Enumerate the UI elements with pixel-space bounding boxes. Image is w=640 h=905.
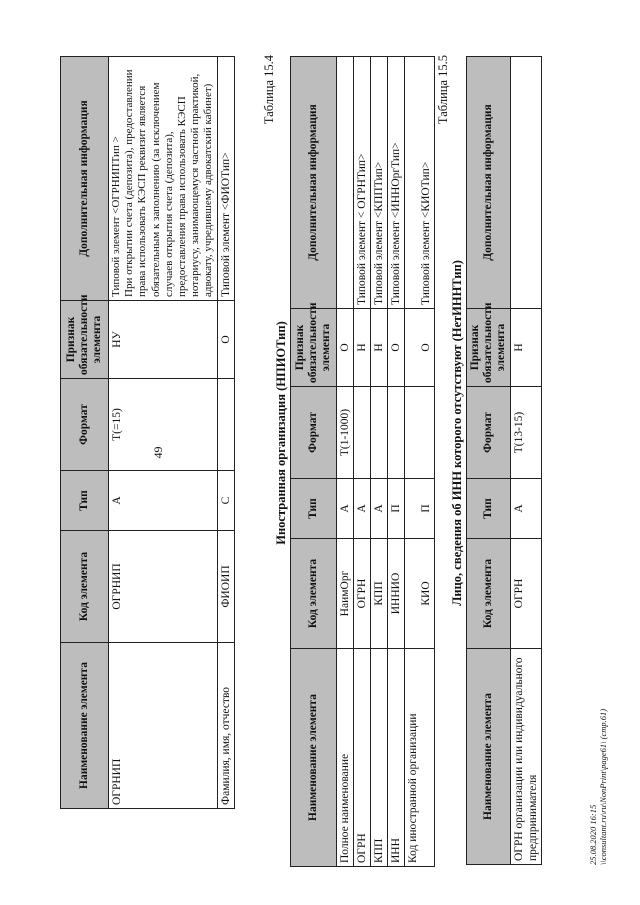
- cell-required: НУ: [109, 301, 218, 379]
- col-header-name: Наименование элемента: [291, 649, 337, 867]
- cell-code: КПП: [371, 539, 388, 649]
- cell-info: Типовой элемент <КИОТип>: [405, 57, 435, 309]
- cell-code: ОГРН: [511, 539, 542, 649]
- table-continuation: [60, 56, 235, 809]
- cell-name: ОГРНИП: [109, 643, 218, 809]
- col-header-required: Признак обязательности элемента: [61, 301, 109, 379]
- table-row: [405, 57, 435, 867]
- footer-path: \\consultant.ru\ru\NonPrint\page61\ (стр.61): [598, 708, 608, 865]
- table-title: Иностранная организация (НПИОТип): [274, 321, 288, 545]
- col-header-format: Формат: [291, 387, 337, 479]
- cell-name: ИНН: [388, 649, 405, 867]
- table-header-row: [291, 57, 337, 867]
- cell-name: Код иностранной организации: [405, 649, 435, 867]
- col-header-format: Формат: [467, 387, 511, 479]
- col-header-code: Код элемента: [61, 531, 109, 643]
- col-header-info: Дополнительная информация: [61, 57, 109, 301]
- cell-type: П: [388, 479, 405, 539]
- cell-format: [354, 387, 371, 479]
- col-header-required: Признак обязательности элемента: [467, 309, 511, 387]
- cell-required: О: [218, 301, 235, 379]
- cell-code: ФИОИП: [218, 531, 235, 643]
- col-header-type: Тип: [291, 479, 337, 539]
- cell-info: Типовой элемент <ИННОргТип>: [388, 57, 405, 309]
- cell-type: А: [371, 479, 388, 539]
- cell-format: Т(13-15): [511, 387, 542, 479]
- col-header-format: Формат: [61, 379, 109, 471]
- table-row: [218, 57, 235, 809]
- col-header-type: Тип: [467, 479, 511, 539]
- cell-required: Н: [511, 309, 542, 387]
- cell-required: О: [337, 309, 354, 387]
- table-15-5: [466, 56, 542, 865]
- cell-name: КПП: [371, 649, 388, 867]
- cell-info: Типовой элемент <ФИОТип>: [218, 57, 235, 301]
- cell-type: П: [405, 479, 435, 539]
- cell-code: ИННИО: [388, 539, 405, 649]
- cell-format: [218, 379, 235, 471]
- cell-info: Типовой элемент < ОГРНТип>: [354, 57, 371, 309]
- cell-type: А: [337, 479, 354, 539]
- table-header-row: [467, 57, 511, 865]
- cell-name: ОГРН организации или индивидуального предпринимателя: [511, 649, 542, 865]
- table-title: Лицо, сведения об ИНН которого отсутствуют (НетИННТип): [450, 260, 464, 606]
- col-header-code: Код элемента: [467, 539, 511, 649]
- col-header-type: Тип: [61, 471, 109, 531]
- col-header-info: Дополнительная информация: [291, 57, 337, 309]
- table-caption: Таблица 15.4: [262, 55, 276, 125]
- cell-type: А: [354, 479, 371, 539]
- footer-timestamp: 25.08.2020 16:15: [588, 804, 598, 865]
- cell-info: Типовой элемент <ОГРНИПТип > При открытии счета (депозита), предоставлении права использовать КЭСП реквизит является обязательным к заполнению (за исключением случаев открытия счета (депозита), предоставления права использовать КЭСП нотариусу, занимающемуся частной практикой, адвокату, учредившему адвокатский кабинет): [109, 57, 218, 301]
- table-row: [388, 57, 405, 867]
- col-header-code: Код элемента: [291, 539, 337, 649]
- cell-format: [388, 387, 405, 479]
- table-row: [511, 57, 542, 865]
- cell-format: Т(1-1000): [337, 387, 354, 479]
- cell-format: [371, 387, 388, 479]
- cell-required: О: [388, 309, 405, 387]
- table-row: [354, 57, 371, 867]
- cell-name: Полное наименование: [337, 649, 354, 867]
- table-row: [337, 57, 354, 867]
- table-row: [371, 57, 388, 867]
- table-row: [109, 57, 218, 809]
- cell-format: [405, 387, 435, 479]
- cell-required: Н: [354, 309, 371, 387]
- cell-name: Фамилия, имя, отчество: [218, 643, 235, 809]
- cell-code: НаимОрг: [337, 539, 354, 649]
- cell-format: Т(=15): [109, 379, 218, 471]
- cell-required: Н: [371, 309, 388, 387]
- page-number: 49: [151, 446, 165, 459]
- cell-info: Типовой элемент <КППТип>: [371, 57, 388, 309]
- col-header-name: Наименование элемента: [467, 649, 511, 865]
- cell-code: ОГРНИП: [109, 531, 218, 643]
- print-footer: [588, 709, 608, 865]
- cell-code: ОГРН: [354, 539, 371, 649]
- col-header-required: Признак обязательности элемента: [291, 309, 337, 387]
- table-header-row: [61, 57, 109, 809]
- col-header-name: Наименование элемента: [61, 643, 109, 809]
- cell-type: С: [218, 471, 235, 531]
- cell-code: КИО: [405, 539, 435, 649]
- cell-info: [337, 57, 354, 309]
- cell-name: ОГРН: [354, 649, 371, 867]
- cell-required: О: [405, 309, 435, 387]
- cell-type: А: [511, 479, 542, 539]
- cell-info: [511, 57, 542, 309]
- cell-type: А: [109, 471, 218, 531]
- table-caption: Таблица 15.5: [436, 55, 450, 125]
- col-header-info: Дополнительная информация: [467, 57, 511, 309]
- table-15-4: [290, 56, 435, 867]
